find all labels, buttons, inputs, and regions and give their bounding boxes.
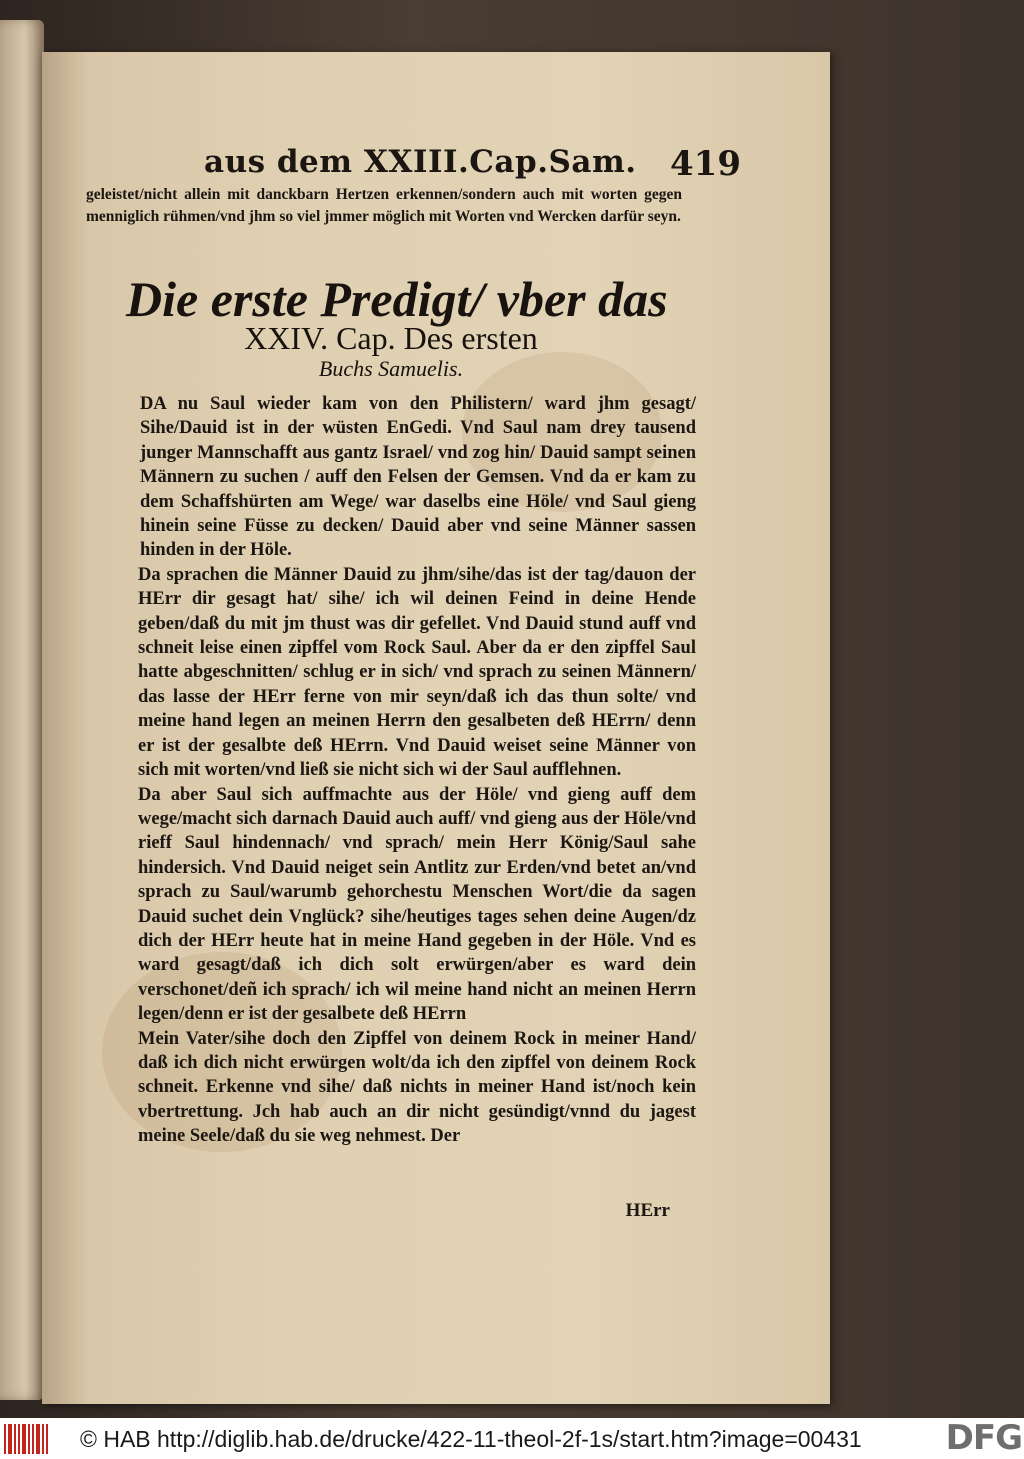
catchword: HErr: [625, 1200, 670, 1221]
paragraph: Mein Vater/sihe doch den Zipffel von deinem Rock in meiner Hand/ daß ich dich nicht erwürgen wolt/da ich den zipffel von deinem Rock schneit. Erkenne vnd sihe/ daß nichts in meiner Hand ist/noch kein vbertrettung. Jch hab auch an dir nicht gesündigt/vnnd du jagest meine Seele/daß du sie weg nehmest. Der: [138, 1028, 696, 1147]
dfg-logo: DFG: [945, 1418, 1022, 1458]
running-head: aus dem XXIII.Cap.Sam.: [204, 144, 637, 180]
body-text: [112, 392, 696, 1149]
copyright-link[interactable]: © HAB http://diglib.hab.de/drucke/422-11-theol-2f-1s/start.htm?image=00431: [80, 1426, 862, 1452]
barcode-icon: [4, 1424, 48, 1454]
book-page: [42, 52, 830, 1404]
paragraph: Da sprachen die Männer Dauid zu jhm/sihe/das ist der tag/dauon der HErr dir gesagt hat/ sihe/ ich wil deinen Feind in deine Hende geben/daß du mit jm thust was dir gefellet. Vnd Dauid stund auff vnd schneit leise einen zipffel vom Rock Saul. Aber da er den zipffel Saul hatte abgeschnitten/ schlug er in sich/ vnd sprach zu seinen Männern/ das lasse der HErr ferne von mir seyn/daß ich das thun solte/ vnd meine hand legen an meinen Herrn den gesalbeten deß HErrn/ denn er ist der gesalbte deß HErrn. Vnd Dauid weiset seine Männer von sich mit worten/vnd ließ sie nicht sich wi der Saul aufflehnen.: [138, 564, 696, 781]
page-number: 419: [670, 144, 741, 184]
intro-text: geleistet/nicht allein mit danckbarn Hertzen erkennen/sondern auch mit worten gegen menniglich rühmen/vnd jhm so viel jmmer möglich mit Worten vnd Wercken darfür seyn.: [86, 186, 682, 225]
paragraph: DA nu Saul wieder kam von den Philistern/ ward jhm gesagt/ Sihe/Dauid ist in der wüsten EnGedi. Vnd Saul nam drey tausend junger Mannschafft aus gantz Israel/ vnd zog hin/ Dauid sampt seinen Männern zu suchen / auff den Felsen der Gemsen. Vnd da er kam zu dem Schaffshürten am Wege/ war daselbs eine Höle/ vnd Saul gieng hinein seine Füsse zu decken/ Dauid aber vnd seine Männer sassen hinden in der Höle.: [140, 394, 696, 561]
previous-page-edge: [0, 20, 44, 1400]
sermon-title: Die erste Predigt/ vber das: [126, 271, 668, 327]
sermon-subtitle: XXIV. Cap. Des ersten: [244, 320, 538, 356]
paragraph: Da aber Saul sich auffmachte aus der Höle/ vnd gieng auff dem wege/macht sich darnach Dauid auch auff/ vnd gieng aus der Höle/vnd rieff Saul hindennach/ vnd sprach/ mein Herr König/Saul sahe hindersich. Vnd Dauid neiget sein Antlitz zur Erden/vnd betet an/vnd sprach zu Saul/warumb gehorchestu Menschen Wort/die da sagen Dauid suchet dein Vnglück? sihe/heutiges tages sehen deine Augen/dz dich der HErr heute hat in meine Hand gegeben in der Höle. Vnd es ward gesagt/daß ich dich solt erwürgen/aber es ward dein verschonet/deñ ich sprach/ ich wil meine hand nicht an meinen Herrn legen/denn er ist der gesalbete deß HErrn: [138, 784, 696, 1025]
sermon-subtitle-book: Buchs Samuelis.: [318, 356, 464, 381]
